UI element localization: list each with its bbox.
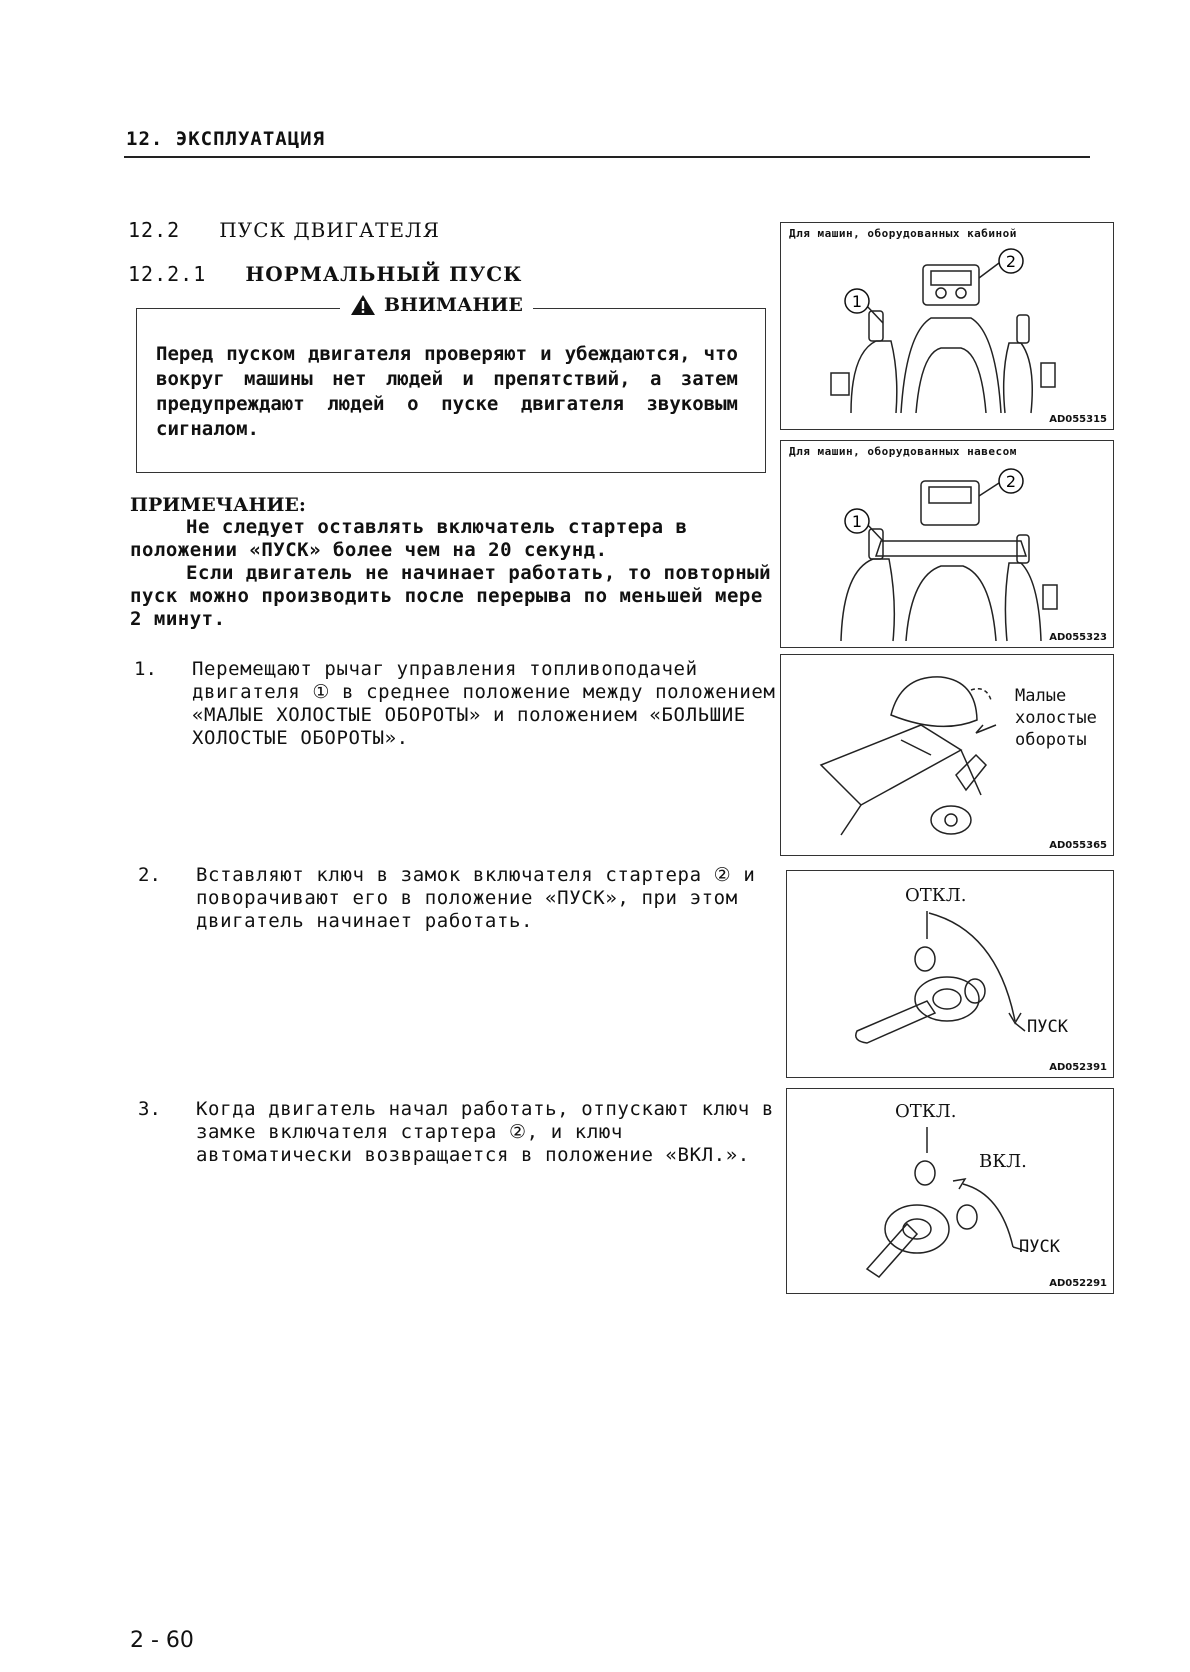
figure-key-start-code: AD052391 (1049, 1062, 1107, 1073)
subsection-title (128, 262, 522, 286)
section-title-text: ПУСК ДВИГАТЕЛЯ (219, 218, 440, 242)
callout-2-label: 2 (1005, 252, 1017, 271)
note-heading: ПРИМЕЧАНИЕ: (130, 494, 306, 516)
section-number: 12.2 (128, 218, 181, 242)
warning-triangle-icon (350, 294, 376, 316)
figure-fuel-lever (780, 654, 1114, 856)
note-paragraph-1: Не следует оставлять включатель стартера в положении «ПУСК» более чем на 20 секунд. (130, 516, 688, 561)
callout-1-label: 1 (851, 292, 863, 311)
cab-console-illustration (781, 223, 1113, 429)
note-paragraph-2: Если двигатель не начинает работать, то повторный пуск можно производить после перерыва по меньшей мере 2 минут. (130, 562, 772, 630)
figure-canopy-caption: Для машин, оборудованных навесом (789, 445, 1017, 458)
step-2-text: Вставляют ключ в замок включателя стартера ② и поворачивают его в положение «ПУСК», при этом двигатель начинает работать. (196, 864, 756, 932)
step-3-text: Когда двигатель начал работать, отпускают ключ в замке включателя стартера ②, и ключ автоматически возвращается в положение «ВКЛ.». (196, 1098, 774, 1166)
key-start-label-2: ПУСК (1019, 1237, 1060, 1257)
header-rule (124, 156, 1090, 158)
step-2-number: 2. (138, 864, 161, 886)
section-title (128, 218, 440, 242)
warning-text: Перед пуском двигателя проверяют и убеждаются, что вокруг машины нет людей и препятствий, а затем предупреждают людей о пуске двигателя звуковым сигналом. (156, 343, 738, 440)
canopy-console-illustration (781, 441, 1113, 647)
low-idle-label (1015, 685, 1097, 751)
figure-key-release-code: AD052291 (1049, 1278, 1107, 1289)
key-start-label: ПУСК (1027, 1017, 1068, 1037)
key-off-label: ОТКЛ. (905, 885, 967, 906)
note-body (130, 516, 780, 631)
figure-cab-caption: Для машин, оборудованных кабиной (789, 227, 1017, 240)
running-header: 12. ЭКСПЛУАТАЦИЯ (126, 128, 326, 150)
figure-cab-code: AD055315 (1049, 414, 1107, 425)
figure-cab-console (780, 222, 1114, 430)
low-idle-label-line-3: обороты (1015, 730, 1087, 750)
key-off-label-2: ОТКЛ. (895, 1101, 957, 1122)
low-idle-label-line-1: Малые (1015, 686, 1067, 706)
figure-canopy-code: AD055323 (1049, 632, 1107, 643)
figure-key-start (786, 870, 1114, 1078)
subsection-number: 12.2.1 (128, 262, 207, 286)
step-1-number: 1. (134, 658, 157, 680)
figure-key-release (786, 1088, 1114, 1294)
subsection-title-text: НОРМАЛЬНЫЙ ПУСК (245, 262, 523, 286)
step-3-number: 3. (138, 1098, 161, 1120)
figure-canopy-console (780, 440, 1114, 648)
page-number: 2 - 60 (130, 1628, 194, 1653)
step-1-text: Перемещают рычаг управления топливоподачей двигателя ① в среднее положение между положением «МАЛЫЕ ХОЛОСТЫЕ ОБОРОТЫ» и положением «БОЛЬШИЕ ХОЛОСТЫЕ ОБОРОТЫ». (192, 658, 776, 749)
key-on-label: ВКЛ. (979, 1151, 1027, 1172)
warning-title-text: ВНИМАНИЕ (384, 294, 523, 316)
callout-1-label: 1 (851, 512, 863, 531)
callout-2-label: 2 (1005, 472, 1017, 491)
warning-title (340, 294, 533, 316)
low-idle-label-line-2: холостые (1015, 708, 1097, 728)
figure-fuel-lever-code: AD055365 (1049, 840, 1107, 851)
